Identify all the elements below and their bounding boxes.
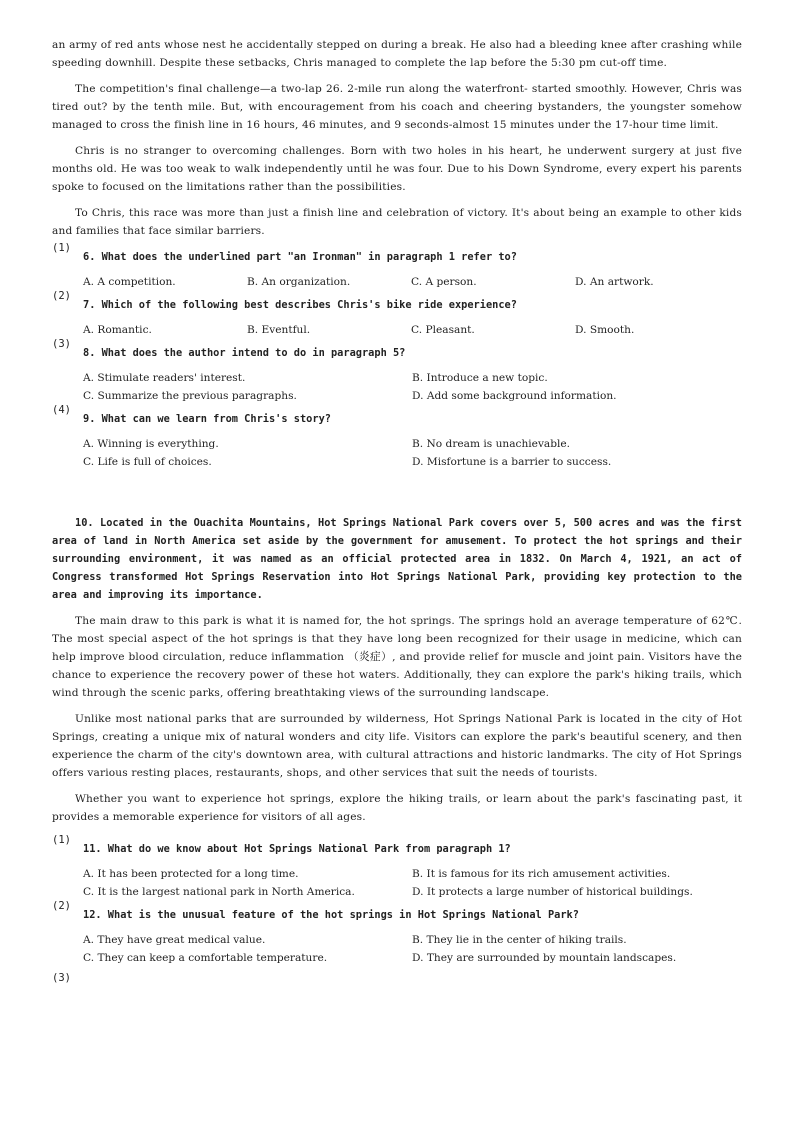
option-d[interactable]: D. It protects a large number of historical buildings. [412, 886, 693, 898]
passage2-paragraph: Unlike most national parks that are surrounded by wilderness, Hot Springs National Park is located in the city of Hot Springs, creating a unique mix of natural wonders and city life. Visitors can explore the park's beautiful scenery, and then experience the charm of the city's downtown area, with cultural attractions and historic landmarks. The city of Hot Springs offers various resting places, restaurants, shops, and other services that suit the needs of tourists. [52, 713, 742, 779]
option-c[interactable]: C. A person. [411, 276, 477, 288]
question-stem: 8. What does the author intend to do in paragraph 5? [83, 347, 406, 359]
answer-options [83, 931, 742, 967]
answer-options [83, 435, 742, 471]
question-9 [52, 404, 742, 471]
question-12 [52, 900, 742, 967]
question-stem: 11. What do we know about Hot Springs National Park from paragraph 1? [83, 843, 511, 855]
option-b[interactable]: B. No dream is unachievable. [412, 438, 571, 450]
option-b[interactable]: B. An organization. [247, 276, 351, 288]
option-a[interactable]: A. Winning is everything. [83, 438, 219, 450]
section-gap [52, 476, 742, 514]
passage1-paragraph: The competition's final challenge—a two-lap 26. 2-mile run along the waterfront- started smoothly. However, Chris was tired out? by the tenth mile. But, with encouragement from his coach and cheering bystanders, the youngster somehow managed to cross the finish line in 16 hours, 46 minutes, and 9 seconds-almost 15 minutes under the 17-hour time limit. [52, 83, 742, 131]
answer-options [83, 273, 742, 291]
question-stem: 7. Which of the following best describes Chris's bike ride experience? [83, 299, 517, 311]
passage1-paragraph: To Chris, this race was more than just a finish line and celebration of victory. It's about being an example to other kids and families that face similar barriers. [52, 207, 742, 237]
question-number: (3) [52, 972, 71, 984]
question-number: (1) [52, 242, 71, 254]
question-number: (1) [52, 834, 71, 846]
question-11 [52, 834, 742, 901]
option-c[interactable]: C. Summarize the previous paragraphs. [83, 390, 297, 402]
passage2-paragraph: The main draw to this park is what it is named for, the hot springs. The springs hold an average temperature of 62℃. The most special aspect of the hot springs is that they have long been recognized for their usage in medicine, which can help improve blood circulation, reduce inflammation （炎症）, and provide relief for muscle and joint pain. Visitors have the chance to experience the recovery power of these hot waters. Additionally, they can explore the park's hiking trails, which wind through the scenic parks, offering breathtaking views of the surrounding landscape. [52, 615, 742, 699]
option-a[interactable]: A. A competition. [83, 276, 176, 288]
option-d[interactable]: D. They are surrounded by mountain landscapes. [412, 952, 677, 964]
question-stem: 6. What does the underlined part "an Ironman" in paragraph 1 refer to? [83, 251, 517, 263]
question-6 [52, 242, 742, 291]
passage2-paragraph: Whether you want to experience hot springs, explore the hiking trails, or learn about the park's fascinating past, it provides a memorable experience for visitors of all ages. [52, 793, 742, 823]
option-a[interactable]: A. Stimulate readers' interest. [83, 372, 246, 384]
question-number: (3) [52, 338, 71, 350]
question-stem: 12. What is the unusual feature of the hot springs in Hot Springs National Park? [83, 909, 579, 921]
answer-options [83, 321, 742, 339]
option-a[interactable]: A. They have great medical value. [83, 934, 266, 946]
option-d[interactable]: D. Misfortune is a barrier to success. [412, 456, 612, 468]
option-b[interactable]: B. Introduce a new topic. [412, 372, 548, 384]
question-8 [52, 338, 742, 405]
option-b[interactable]: B. Eventful. [247, 324, 311, 336]
option-d[interactable]: D. An artwork. [575, 276, 654, 288]
option-b[interactable]: B. They lie in the center of hiking trails. [412, 934, 627, 946]
question-stem: 9. What can we learn from Chris's story? [83, 413, 331, 425]
exam-page [52, 36, 742, 984]
passage1-paragraph: an army of red ants whose nest he accidentally stepped on during a break. He also had a bleeding knee after crashing while speeding downhill. Despite these setbacks, Chris managed to complete the lap before the 5:30 pm cut-off time. [52, 39, 742, 69]
option-c[interactable]: C. Pleasant. [411, 324, 475, 336]
option-b[interactable]: B. It is famous for its rich amusement activities. [412, 868, 671, 880]
option-c[interactable]: C. They can keep a comfortable temperature. [83, 952, 328, 964]
option-c[interactable]: C. Life is full of choices. [83, 456, 212, 468]
option-d[interactable]: D. Add some background information. [412, 390, 617, 402]
question-number: (4) [52, 404, 71, 416]
option-d[interactable]: D. Smooth. [575, 324, 635, 336]
option-a[interactable]: A. Romantic. [83, 324, 152, 336]
passage2-intro: 10. Located in the Ouachita Mountains, Hot Springs National Park covers over 5, 500 acres and was the first area of land in North America set aside by the government for amusement. To protect the hot springs and their surrounding environment, it was named as an official protected area in 1832. On March 4, 1921, an act of Congress transformed Hot Springs Reservation into Hot Springs National Park, providing key protection to the area and improving its importance. [52, 517, 742, 601]
option-c[interactable]: C. It is the largest national park in North America. [83, 886, 355, 898]
question-number: (2) [52, 900, 71, 912]
answer-options [83, 865, 742, 901]
question-7 [52, 290, 742, 339]
question-number: (2) [52, 290, 71, 302]
passage1-paragraph: Chris is no stranger to overcoming challenges. Born with two holes in his heart, he underwent surgery at just five months old. He was too weak to walk independently until he was four. Due to his Down Syndrome, every expert his parents spoke to focused on the limitations rather than the possibilities. [52, 145, 742, 193]
option-a[interactable]: A. It has been protected for a long time. [83, 868, 299, 880]
answer-options [83, 369, 742, 405]
